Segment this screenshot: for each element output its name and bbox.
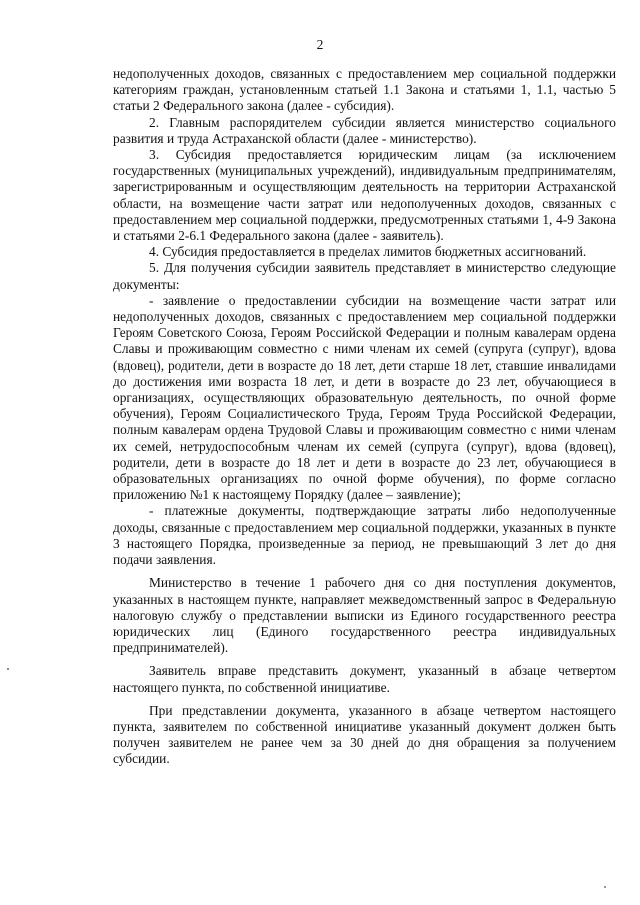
paragraph-applicant-right: Заявитель вправе представить документ, указанный в абзаце четвертом настоящего пункта, по собственной инициативе.	[113, 663, 616, 695]
paragraph-document-validity: При представлении документа, указанного в абзаце четвертом настоящего пункта, заявителем по собственной инициативе указанный документ должен быть получен заявителем не ранее чем за 30 дней до дня обращения за получением субсидии.	[113, 702, 616, 767]
scan-speck	[7, 668, 9, 670]
paragraph-item-3: 3. Субсидия предоставляется юридическим лицам (за исключением государственных (муниципальных учреждений), индивидуальным предпринимателям, зарегистрированным и осуществляющим деятельность на территории Астраханской области, на возмещение части затрат или недополученных доходов, связанных с предоставлением мер социальной поддержки, предусмотренных статьями 1, 4-9 Закона и статьями 2-6.1 Федерального закона (далее - заявитель).	[113, 147, 616, 244]
paragraph-item-5: 5. Для получения субсидии заявитель представляет в министерство следующие документы:	[113, 260, 616, 292]
paragraph-item-2: 2. Главным распорядителем субсидии является министерство социального развития и труда Астраханской области (далее - министерство).	[113, 114, 616, 146]
scan-speck	[604, 886, 606, 888]
paragraph-continuation: недополученных доходов, связанных с предоставлением мер социальной поддержки категориям граждан, установленным статьей 1.1 Закона и статьями 1, 1.1, частью 5 статьи 2 Федерального закона (далее - субсидия).	[113, 66, 616, 114]
paragraph-payment-docs: - платежные документы, подтверждающие затраты либо недополученные доходы, связанные с предоставлением мер социальной поддержки, указанных в пункте 3 настоящего Порядка, произведенные за период, не превышающий 3 лет до дня подачи заявления.	[113, 503, 616, 568]
page-number: 2	[316, 37, 324, 52]
paragraph-ministry-request: Министерство в течение 1 рабочего дня со дня поступления документов, указанных в настоящем пункте, направляет межведомственный запрос в Федеральную налоговую службу о представлении выписки из Единого государственного реестра юридических лиц (Единого государственного реестра индивидуальных предпринимателей).	[113, 575, 616, 656]
paragraph-application: - заявление о предоставлении субсидии на возмещение части затрат или недополученных доходов, связанных с предоставлением мер социальной поддержки Героям Советского Союза, Героям Российской Федерации и полным кавалерам ордена Славы и проживающим совместно с ними членам их семей (супруга (супруг), вдова (вдовец), родители, дети в возрасте до 18 лет, дети старше 18 лет, ставшие инвалидами до достижения ими возраста 18 лет, и дети в возрасте до 23 лет, обучающиеся в организациях, осуществляющих образовательную деятельность, по очной форме обучения), Героям Социалистического Труда, Героям Труда Российской Федерации, полным кавалерам ордена Трудовой Славы и проживающим совместно с ними членам их семей, нетрудоспособным членам их семей (супруга (супруг), вдова (вдовец), родители, дети в возрасте до 18 лет и дети в возрасте до 23 лет, обучающиеся в образовательных организациях по очной форме обучения), по форме согласно приложению №1 к настоящему Порядку (далее – заявление);	[113, 292, 616, 503]
paragraph-item-4: 4. Субсидия предоставляется в пределах лимитов бюджетных ассигнований.	[149, 244, 587, 260]
document-body	[113, 66, 616, 768]
